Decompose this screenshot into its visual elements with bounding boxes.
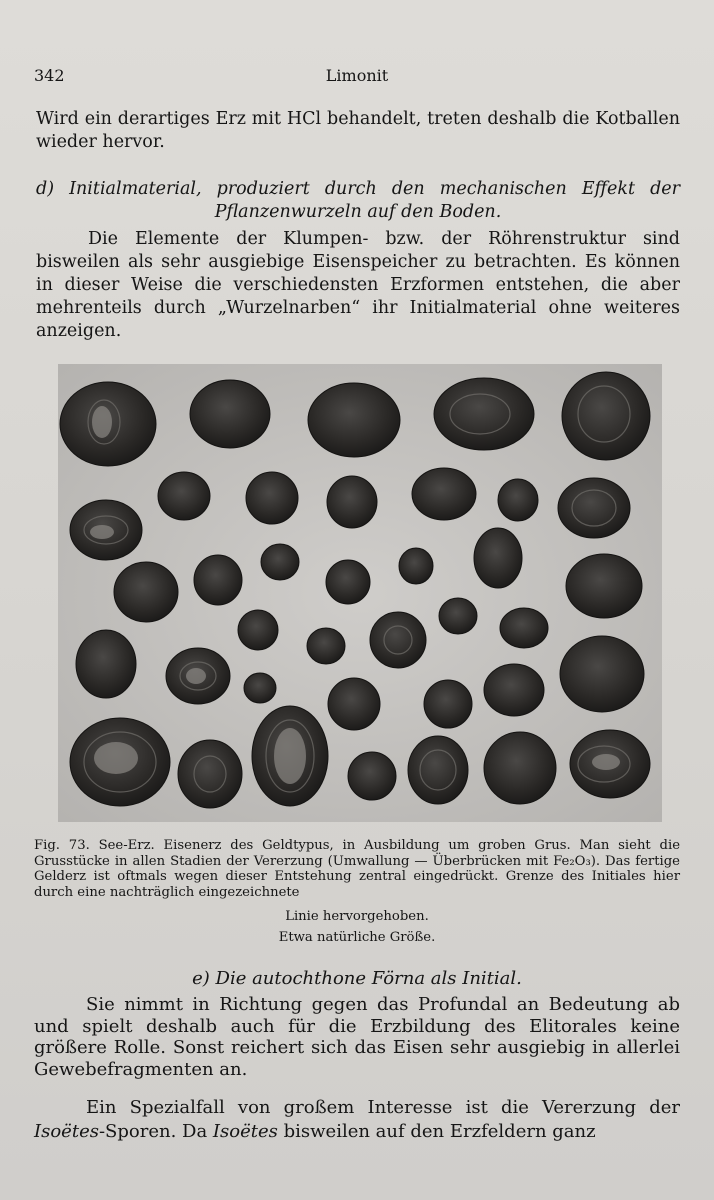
ore-nodules-photo: [58, 364, 662, 822]
figure-caption-last-line: Linie hervorgehoben.: [285, 909, 429, 924]
paragraph-4-isoetes-term: Isoëtes: [34, 1121, 99, 1142]
section-e-title: Die autochthone Förna als Initial.: [215, 968, 522, 989]
running-head: Limonit: [325, 66, 389, 85]
section-d-label: d): [36, 179, 55, 199]
paragraph-3: Sie nimmt in Richtung gegen das Profundal an Bedeutung ab und spielt deshalb auch für die Erzbildung des Elitorales keine größere Rolle. Sonst reichert sich das Eisen sehr ausgiebig in allerlei Gewebefragmenten an.: [34, 994, 680, 1080]
paragraph-4-part1: Ein Spezialfall von großem Interesse ist die Vererzung der: [86, 1097, 680, 1118]
section-d-heading: [36, 178, 680, 224]
figure-caption: Fig. 73. See-Erz. Eisenerz des Geldtypus, in Ausbildung um groben Grus. Man sieht die Grusstücke in allen Stadien der Vererzung (Umwallung — Überbrücken mit Fe₂O₃). Das fertige Gelderz ist oftmals wegen dieser Entstehung zentral eingedrückt. Grenze des Initiales hier durch eine nachträglich eingezeichnete: [34, 838, 680, 900]
paragraph-2: Die Elemente der Klumpen- bzw. der Röhrenstruktur sind bisweilen als sehr ausgiebige Eisenspeicher zu betrachten. Es können in dieser Weise die verschiedensten Erzformen entstehen, die aber mehrenteils durch „Wurzelnarben“ ihr Initialmaterial ohne weiteres anzeigen.: [36, 229, 680, 341]
section-d-title: Initialmaterial, produziert durch den mechanischen Effekt der Pflanzenwurzeln auf den Boden.: [69, 179, 680, 222]
figure-photograph: [58, 364, 662, 822]
paragraph-1: Wird ein derartiges Erz mit HCl behandelt, treten deshalb die Kotballen wieder hervor.: [36, 109, 680, 152]
paragraph-4-part3: bisweilen auf den Erzfeldern ganz: [277, 1121, 596, 1142]
paragraph-4: [34, 1096, 680, 1144]
page-number: 342: [34, 66, 65, 85]
section-e-heading: [34, 968, 680, 989]
section-e-label: e): [192, 968, 210, 989]
paragraph-4-part2: -Sporen. Da: [98, 1121, 213, 1142]
page-header: [34, 66, 680, 88]
figure-scale-note: Etwa natürliche Größe.: [278, 930, 436, 945]
paragraph-4-isoetes-term-2: Isoëtes: [212, 1121, 278, 1142]
